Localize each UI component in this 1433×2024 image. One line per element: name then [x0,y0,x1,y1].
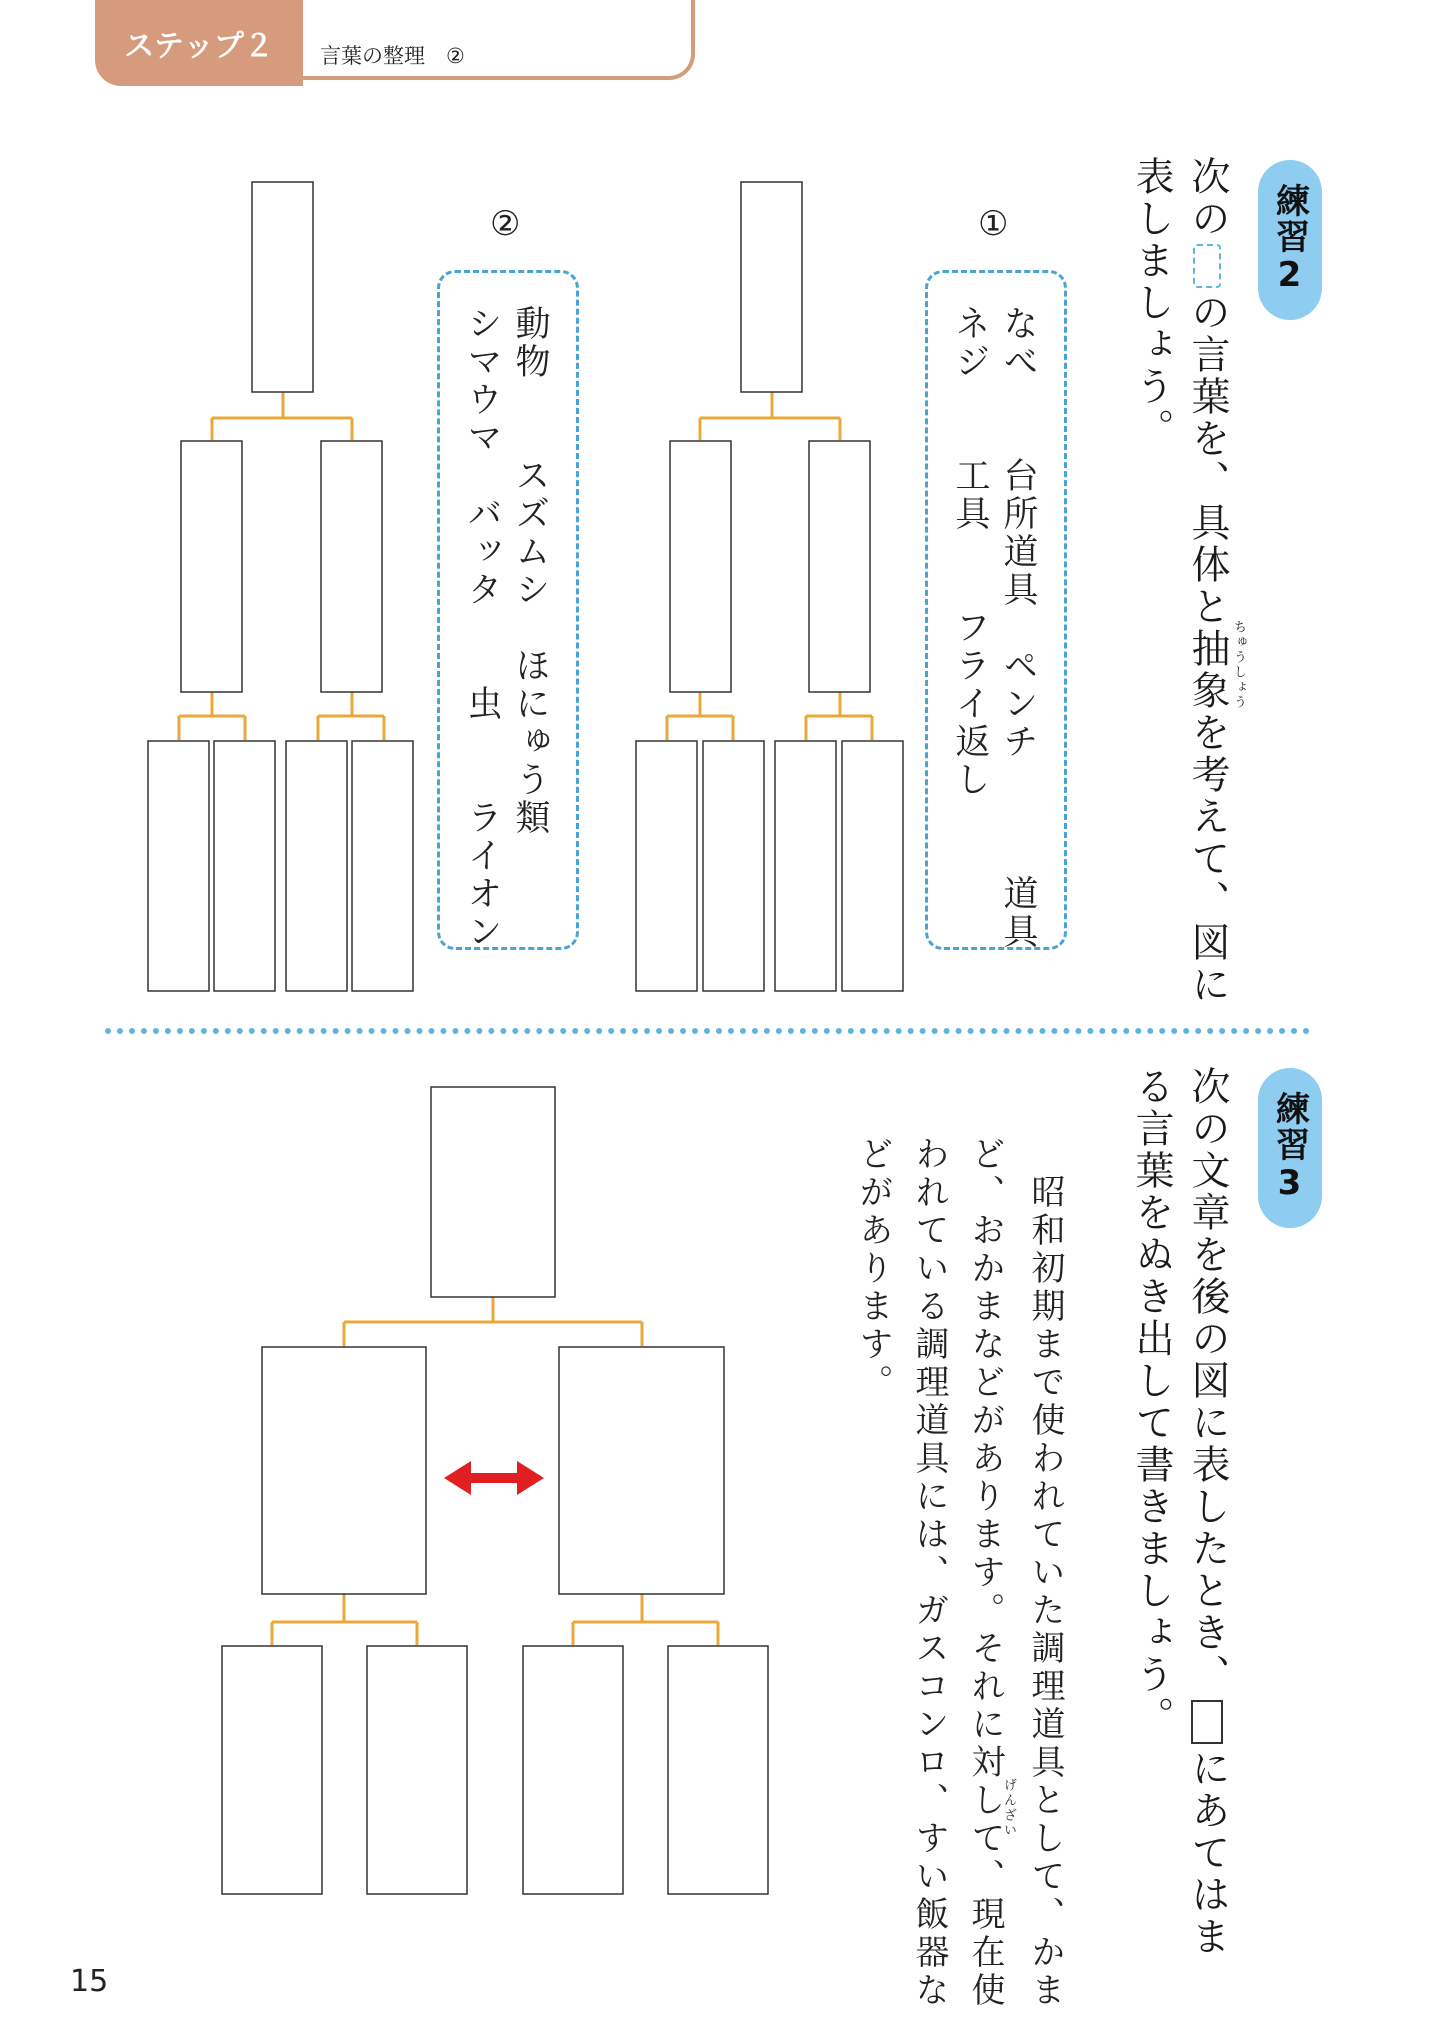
answer-box[interactable] [367,1646,467,1894]
instruction-text: 次の [1185,156,1230,240]
answer-box[interactable] [148,741,209,991]
answer-box[interactable] [670,441,731,692]
answer-box[interactable] [668,1646,768,1894]
tree-3-boxes [222,1087,768,1894]
exercise2-badge: 練習2 [1258,160,1322,320]
answer-box[interactable] [741,182,802,392]
word-list-2-col1: 動物 スズムシ ほにゅう類 [510,305,550,837]
instruction-text: の言葉を、具体と抽象を考えて、図に [1185,292,1230,1006]
instruction-text: 次の文章を後の図に表したとき、 [1185,1066,1230,1696]
page-number: 15 [70,1964,109,1999]
answer-box[interactable] [523,1646,623,1894]
step-label: ステップ２ [95,0,303,86]
passage-line-2: ど、おかまなどがあります。それに対して、現在使 [965,1136,1005,2010]
answer-box[interactable] [559,1347,724,1594]
answer-box[interactable] [703,741,764,991]
instruction-text: にあてはま [1185,1748,1230,1958]
passage-line-1: 昭和初期まで使われていた調理道具として、かま [1025,1136,1065,2010]
answer-box[interactable] [775,741,836,991]
word-list-1-col1: なべ 台所道具 ペンチ 道具 [998,305,1038,951]
exercise2-instruction-line2: 表しましょう。 [1129,156,1174,450]
answer-box[interactable] [214,741,275,991]
answer-box[interactable] [352,741,413,991]
exercise3-badge: 練習3 [1258,1068,1322,1228]
answer-box[interactable] [321,441,382,692]
header-title: 言葉の整理 ② [320,44,465,68]
answer-box[interactable] [431,1087,555,1297]
answer-box[interactable] [222,1646,322,1894]
word-list-1-col2: ネジ 工具 フライ返し [950,305,990,799]
passage-line-4: どがあります。 [853,1136,893,1402]
answer-box[interactable] [842,741,903,991]
set1-marker: ① [978,204,1009,244]
exercise3-instruction-line2: る言葉をぬき出して書きましょう。 [1129,1066,1174,1738]
tree-2-boxes [148,182,413,991]
tree-1-boxes [636,182,903,991]
word-list-2-col2: シマウマ バッタ 虫 ライオン [462,305,502,951]
answer-box[interactable] [809,441,870,692]
double-arrow-icon [444,1461,544,1495]
answer-box[interactable] [636,741,697,991]
answer-box[interactable] [181,441,242,692]
passage-line-3: われている調理道具には、ガスコンロ、すい飯器な [909,1136,949,2010]
set2-marker: ② [490,204,521,244]
answer-box[interactable] [262,1347,426,1594]
answer-box[interactable] [286,741,347,991]
ruby-genzai: げんざい [1001,1778,1016,1838]
ruby-chushou: ちゅうしょう [1231,620,1246,710]
answer-box[interactable] [252,182,313,392]
